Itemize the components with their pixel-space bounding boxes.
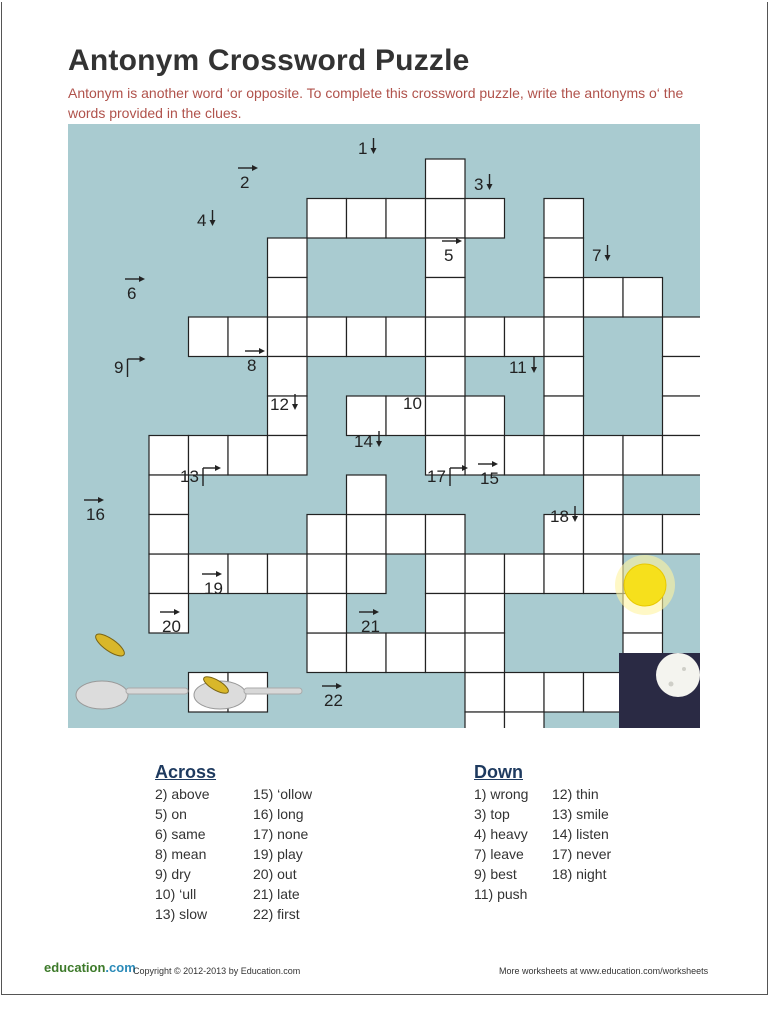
arrowhead-icon: [252, 165, 258, 171]
clue-number: 9: [114, 358, 124, 377]
pot-icon: [76, 681, 128, 709]
crossword-cell[interactable]: [307, 594, 347, 634]
crossword-cell[interactable]: [544, 436, 584, 476]
crossword-cell[interactable]: [544, 199, 584, 239]
across-clue: 20) out: [253, 866, 297, 882]
crossword-cell[interactable]: [426, 554, 466, 594]
crossword-cell[interactable]: [584, 515, 624, 555]
crossword-cell[interactable]: [623, 278, 663, 318]
crossword-cell[interactable]: [386, 199, 426, 239]
crossword-cell[interactable]: [505, 673, 545, 713]
crossword-cell[interactable]: [426, 594, 466, 634]
arrowhead-icon: [210, 220, 216, 226]
crossword-cell[interactable]: [663, 436, 701, 476]
crossword-cell[interactable]: [465, 594, 505, 634]
crossword-cell[interactable]: [347, 515, 387, 555]
crossword-cell[interactable]: [347, 396, 387, 436]
crossword-cell[interactable]: [347, 317, 387, 357]
crossword-cell[interactable]: [465, 633, 505, 673]
clue-number: 20: [162, 617, 181, 636]
pot-handle: [126, 688, 188, 694]
clue-number: 14: [354, 432, 373, 451]
copyright-text: Copyright © 2012-2013 by Education.com: [133, 966, 301, 976]
crossword-cell[interactable]: [189, 317, 229, 357]
pot-handle: [244, 688, 302, 694]
crossword-cell[interactable]: [268, 554, 308, 594]
crossword-grid: [68, 124, 700, 728]
down-clue: 1) wrong: [474, 786, 529, 802]
crossword-cell[interactable]: [505, 554, 545, 594]
logo[interactable]: [44, 960, 136, 975]
crossword-cell[interactable]: [149, 554, 189, 594]
crossword-cell[interactable]: [505, 436, 545, 476]
down-clue: 14) listen: [552, 826, 609, 842]
crossword-cell[interactable]: [307, 633, 347, 673]
across-clue: 22) first: [253, 906, 300, 922]
across-clues-col1: [155, 784, 209, 924]
crossword-cell[interactable]: [426, 199, 466, 239]
clue-number: 6: [127, 284, 137, 303]
crossword-cell[interactable]: [347, 199, 387, 239]
crossword-cell[interactable]: [465, 317, 505, 357]
crossword-cell[interactable]: [268, 436, 308, 476]
crossword-cell[interactable]: [465, 712, 505, 728]
crossword-cell[interactable]: [584, 436, 624, 476]
corn-icon: [93, 630, 128, 659]
crossword-cell[interactable]: [268, 238, 308, 278]
crossword-cell[interactable]: [465, 554, 505, 594]
crossword-cell[interactable]: [623, 436, 663, 476]
clue-number: 11: [509, 358, 527, 377]
sun-icon: [624, 564, 666, 606]
clue-number: 21: [361, 617, 380, 636]
crossword-cell[interactable]: [347, 475, 387, 515]
moon-crater: [669, 682, 674, 687]
crossword-cell[interactable]: [465, 673, 505, 713]
clue-number: 5: [444, 246, 454, 265]
clue-number: 8: [247, 356, 257, 375]
crossword-cell[interactable]: [307, 554, 347, 594]
down-clue: 17) never: [552, 846, 612, 862]
crossword-cell[interactable]: [663, 396, 701, 436]
crossword-cell[interactable]: [426, 357, 466, 397]
page-title: Antonym Crossword Puzzle: [68, 44, 470, 77]
crossword-cell[interactable]: [623, 515, 663, 555]
across-clue: 13) slow: [155, 906, 208, 922]
arrowhead-icon: [605, 255, 611, 261]
clue-number: 22: [324, 691, 343, 710]
across-clue: 2) above: [155, 786, 210, 802]
crossword-cell[interactable]: [307, 199, 347, 239]
logo-main: education: [44, 960, 106, 975]
down-clue: 9) best: [474, 866, 517, 882]
clue-number: 18: [550, 507, 569, 526]
logo-suffix: .com: [105, 960, 136, 975]
crossword-cell[interactable]: [268, 357, 308, 397]
across-clue: 16) long: [253, 806, 304, 822]
crossword-cell[interactable]: [386, 633, 426, 673]
crossword-cell[interactable]: [307, 515, 347, 555]
moon-icon: [656, 653, 700, 697]
arrowhead-icon: [487, 184, 493, 190]
crossword-cell[interactable]: [465, 396, 505, 436]
down-clue: 18) night: [552, 866, 607, 882]
crossword-cell[interactable]: [465, 199, 505, 239]
clue-number: 16: [86, 505, 105, 524]
down-clue: 4) heavy: [474, 826, 528, 842]
down-clue: 7) leave: [474, 846, 524, 862]
arrowhead-icon: [139, 276, 145, 282]
across-clue: 17) none: [253, 826, 309, 842]
down-clue: 3) top: [474, 806, 510, 822]
crossword-cell[interactable]: [544, 317, 584, 357]
clue-number: 1: [358, 139, 368, 158]
clue-number: 13: [180, 467, 199, 486]
crossword-cell[interactable]: [347, 633, 387, 673]
down-clue: 12) thin: [552, 786, 599, 802]
crossword-cell[interactable]: [149, 515, 189, 555]
clue-number: 4: [197, 211, 207, 230]
arrowhead-icon: [376, 441, 382, 447]
crossword-cell[interactable]: [426, 317, 466, 357]
across-clue: 15) ‘ollow: [253, 786, 313, 802]
crossword-cell[interactable]: [505, 317, 545, 357]
across-clue: 9) dry: [155, 866, 191, 882]
across-clues-col2: [253, 784, 312, 924]
arrowhead-icon: [98, 497, 104, 503]
across-clue: 6) same: [155, 826, 206, 842]
clue-number: 19: [204, 579, 223, 598]
across-clue: 5) on: [155, 806, 187, 822]
crossword-cell[interactable]: [426, 159, 466, 199]
across-clue: 19) play: [253, 846, 303, 862]
clue-number: 2: [240, 173, 250, 192]
crossword-cell[interactable]: [584, 475, 624, 515]
crossword-cell[interactable]: [544, 673, 584, 713]
clue-number: 3: [474, 175, 484, 194]
clue-number: 10: [403, 394, 422, 413]
crossword-cell[interactable]: [544, 357, 584, 397]
across-clue: 10) ‘ull: [155, 886, 197, 902]
crossword-board: [68, 124, 700, 728]
clue-number: 15: [480, 469, 499, 488]
page-subtitle: Antonym is another word ‘or opposite. To complete this crossword puzzle, write the antonyms o‘ the words provided in the clues.: [68, 85, 684, 121]
arrowhead-icon: [336, 683, 342, 689]
down-clue: 13) smile: [552, 806, 609, 822]
crossword-cell[interactable]: [307, 317, 347, 357]
crossword-cell[interactable]: [426, 278, 466, 318]
down-clue: 11) push: [474, 886, 528, 902]
crossword-cell[interactable]: [426, 396, 466, 436]
crossword-cell[interactable]: [584, 278, 624, 318]
crossword-cell[interactable]: [228, 554, 268, 594]
crossword-cell[interactable]: [347, 554, 387, 594]
down-clues-col1: [474, 784, 528, 904]
clue-number: 7: [592, 246, 602, 265]
crossword-cell[interactable]: [268, 278, 308, 318]
crossword-cell[interactable]: [268, 317, 308, 357]
crossword-cell[interactable]: [426, 515, 466, 555]
arrowhead-icon: [531, 367, 537, 373]
crossword-cell[interactable]: [505, 712, 545, 728]
clue-number: 12: [270, 395, 289, 414]
more-worksheets-link[interactable]: More worksheets at www.education.com/worksheets: [499, 966, 709, 976]
crossword-cell[interactable]: [544, 278, 584, 318]
down-clues-col2: [552, 784, 611, 884]
across-clue: 21) late: [253, 886, 300, 902]
crossword-cell[interactable]: [386, 515, 426, 555]
crossword-cell[interactable]: [228, 436, 268, 476]
crossword-cell[interactable]: [544, 554, 584, 594]
crossword-cell[interactable]: [544, 396, 584, 436]
arrowhead-icon: [373, 609, 379, 615]
crossword-cell[interactable]: [663, 317, 701, 357]
moon-crater: [682, 667, 686, 671]
crossword-cell[interactable]: [584, 673, 624, 713]
crossword-cell[interactable]: [386, 317, 426, 357]
crossword-cell[interactable]: [544, 238, 584, 278]
across-heading: Across: [155, 762, 217, 782]
down-heading: Down: [474, 762, 523, 782]
arrowhead-icon: [371, 148, 377, 154]
arrowhead-icon: [140, 356, 146, 362]
crossword-cell[interactable]: [426, 633, 466, 673]
clue-number: 17: [427, 467, 446, 486]
across-clue: 8) mean: [155, 846, 207, 862]
crossword-cell[interactable]: [663, 357, 701, 397]
crossword-cell[interactable]: [663, 515, 701, 555]
